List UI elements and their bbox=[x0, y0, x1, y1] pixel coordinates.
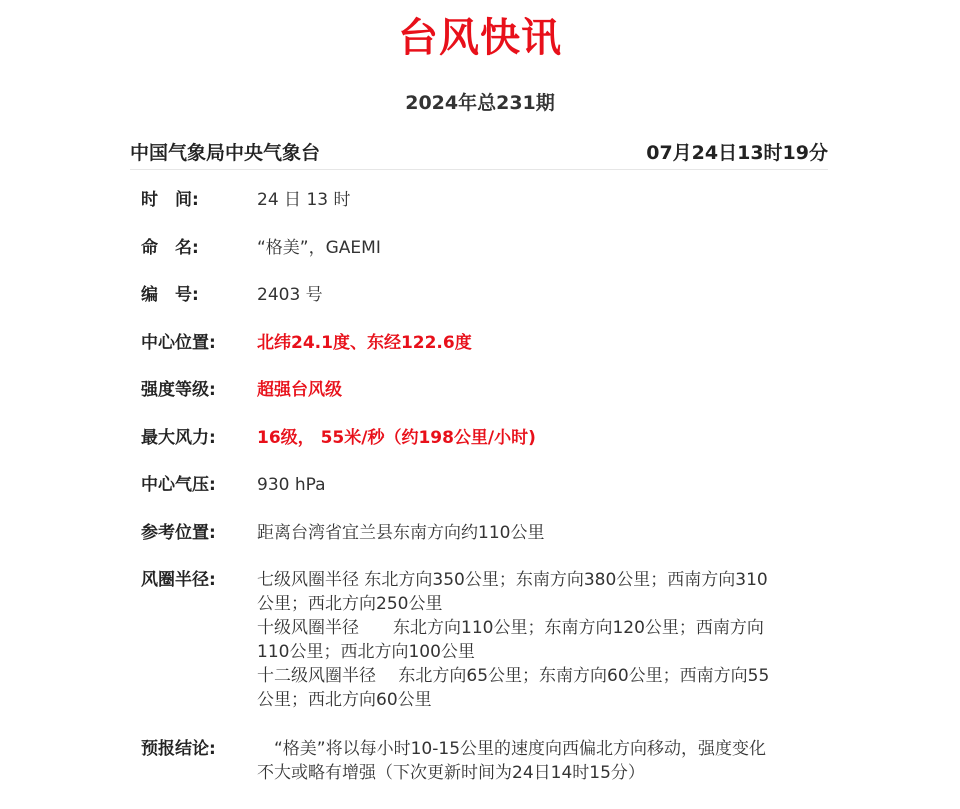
wind-radius-line: 七级风圈半径 东北方向350公里；东南方向380公里；西南方向310 bbox=[257, 570, 768, 590]
page-title: 台风快讯 bbox=[398, 15, 562, 61]
bulletin-header bbox=[130, 138, 828, 165]
issue-time: 07月24日13时19分 bbox=[646, 142, 828, 164]
field-value: 北纬24.1度、东经122.6度 bbox=[257, 333, 472, 353]
field-label: 中心位置: bbox=[141, 333, 216, 353]
field-value: 2403 号 bbox=[257, 285, 323, 305]
wind-radius-line: 公里；西北方向60公里 bbox=[257, 690, 432, 710]
field-max-wind bbox=[141, 426, 821, 450]
field-label: 命 名: bbox=[141, 238, 199, 258]
issue-number: 2024年总231期 bbox=[405, 92, 555, 114]
field-label: 最大风力: bbox=[141, 428, 216, 448]
field-label: 中心气压: bbox=[141, 475, 216, 495]
field-intensity bbox=[141, 378, 821, 402]
wind-radius-line: 110公里；西北方向100公里 bbox=[257, 642, 475, 662]
field-label: 预报结论: bbox=[141, 739, 216, 759]
field-value: 16级， 55米/秒（约198公里/小时) bbox=[257, 428, 536, 448]
forecast-line: 不大或略有增强（下次更新时间为24日14时15分） bbox=[257, 763, 645, 783]
forecast-line: “格美”将以每小时10-15公里的速度向西偏北方向移动，强度变化 bbox=[257, 739, 767, 759]
divider bbox=[130, 169, 828, 170]
field-label: 强度等级: bbox=[141, 380, 216, 400]
field-label: 参考位置: bbox=[141, 523, 216, 543]
field-label: 时 间: bbox=[141, 190, 199, 210]
field-value: “格美”，GAEMI bbox=[257, 238, 381, 258]
wind-radius-line: 公里；西北方向250公里 bbox=[257, 594, 443, 614]
field-wind-radius bbox=[141, 568, 821, 712]
field-label: 风圈半径: bbox=[141, 570, 216, 590]
field-name bbox=[141, 236, 821, 260]
field-value: 930 hPa bbox=[257, 475, 326, 495]
field-forecast bbox=[141, 737, 821, 785]
field-center-position bbox=[141, 331, 821, 355]
field-value bbox=[257, 737, 821, 785]
field-number bbox=[141, 283, 821, 307]
field-value: 24 日 13 时 bbox=[257, 190, 351, 210]
field-value: 超强台风级 bbox=[257, 380, 342, 400]
wind-radius-line: 十级风圈半径 东北方向110公里；东南方向120公里；西南方向 bbox=[257, 618, 764, 638]
field-value bbox=[257, 568, 821, 712]
wind-radius-line: 十二级风圈半径 东北方向65公里；东南方向60公里；西南方向55 bbox=[257, 666, 770, 686]
field-pressure bbox=[141, 473, 821, 497]
source-agency: 中国气象局中央气象台 bbox=[130, 142, 321, 164]
field-label: 编 号: bbox=[141, 285, 199, 305]
field-reference-position bbox=[141, 521, 821, 545]
field-time bbox=[141, 188, 821, 212]
field-value: 距离台湾省宜兰县东南方向约110公里 bbox=[257, 523, 545, 543]
